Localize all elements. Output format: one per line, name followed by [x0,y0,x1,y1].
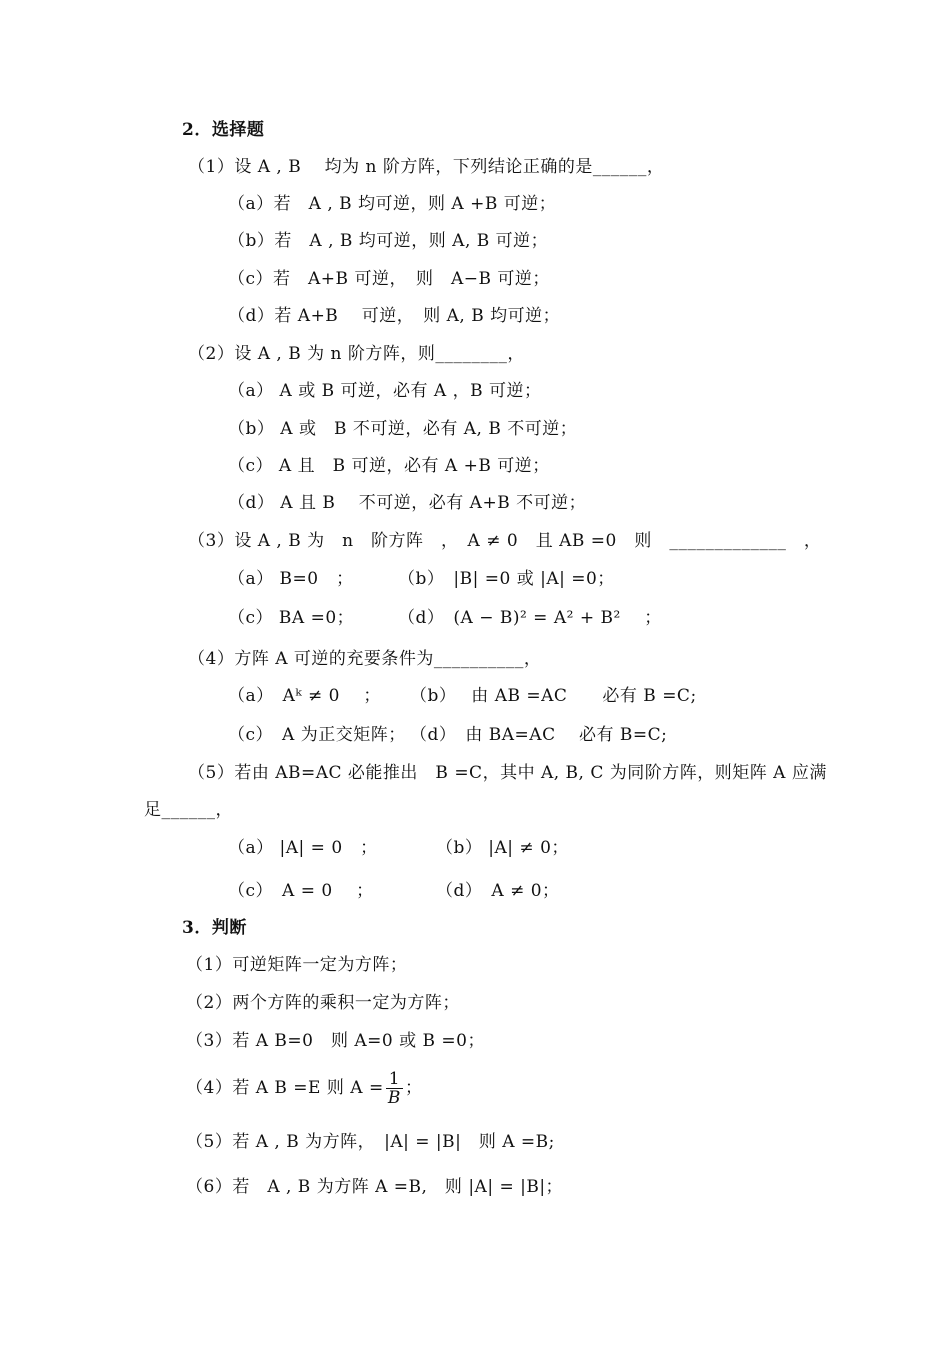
q4-option-a: （a） Aᵏ ≠ 0 ； [228,686,381,706]
judge-item-3: （3）若 A B=0 则 A=0 或 B =0； [186,1031,485,1051]
q3-option-b: （b） |B| =0 或 |A| =0； [398,569,615,589]
q4-option-b: （b） 由 AB =AC 必有 B =C; [410,686,697,706]
q5-stem-continued: 足______， [144,800,233,820]
judge-item-4 [186,1068,423,1108]
fraction-numerator: 1 [386,1070,403,1089]
q2-option-a: （a） A 或 B 可逆，必有 A ，B 可逆； [228,381,542,401]
q5-option-c: （c） A = 0 ； [228,881,374,901]
q4-stem: （4）方阵 A 可逆的充要条件为__________， [188,649,542,669]
q3-option-a: （a） B=0 ； [228,569,354,589]
q5-option-a: （a） |A| = 0 ； [228,838,378,858]
q5-option-d: （d） A ≠ 0； [436,881,560,901]
section-3-heading: 3．判断 [182,918,247,938]
q1-option-d: （d）若 A+B 可逆， 则 A, B 均可逆； [228,306,561,326]
fraction-denominator: B [387,1088,401,1108]
section-2-heading: 2．选择题 [182,120,265,140]
q4-option-d: （d） 由 BA=AC 必有 B=C; [410,725,668,745]
q5-stem: （5）若由 AB=AC 必能推出 B =C，其中 A, B, C 为同阶方阵，则矩阵 A 应满 [188,763,827,783]
q1-option-c: （c）若 A+B 可逆， 则 A−B 可逆； [228,269,550,289]
judge-item-5: （5）若 A , B 为方阵， |A| = |B| 则 A =B; [186,1132,555,1152]
judge-item-2: （2）两个方阵的乘积一定为方阵； [186,993,460,1013]
q3-stem: （3）设 A , B 为 n 阶方阵 ， A ≠ 0 且 AB =0 则 _____________ ， [188,531,822,551]
q1-stem: （1）设 A , B 均为 n 阶方阵，下列结论正确的是______， [188,157,665,177]
fraction-1-over-b [386,1070,403,1107]
judge-item-1: （1）可逆矩阵一定为方阵； [186,955,408,975]
q3-option-c: （c） BA =0； [228,608,355,628]
q2-option-d: （d） A 且 B 不可逆，必有 A+B 不可逆； [228,493,587,513]
q3-option-d: （d） (A − B)² = A² + B² ； [398,608,662,628]
q2-option-c: （c） A 且 B 可逆，必有 A +B 可逆； [228,456,550,476]
judge-item-6: （6）若 A , B 为方阵 A =B, 则 |A| = |B|； [186,1177,564,1197]
fraction-suffix: ； [405,1078,423,1098]
q2-stem: （2）设 A , B 为 n 阶方阵，则________， [188,344,525,364]
judge-item-4-text: （4）若 A B =E 则 A = [186,1078,384,1098]
q1-option-a: （a）若 A , B 均可逆，则 A +B 可逆； [228,194,557,214]
q5-option-b: （b） |A| ≠ 0； [436,838,569,858]
q1-option-b: （b）若 A , B 均可逆，则 A, B 可逆； [228,231,549,251]
q2-option-b: （b） A 或 B 不可逆，必有 A, B 不可逆； [228,419,578,439]
q4-option-c: （c） A 为正交矩阵； [228,725,406,745]
